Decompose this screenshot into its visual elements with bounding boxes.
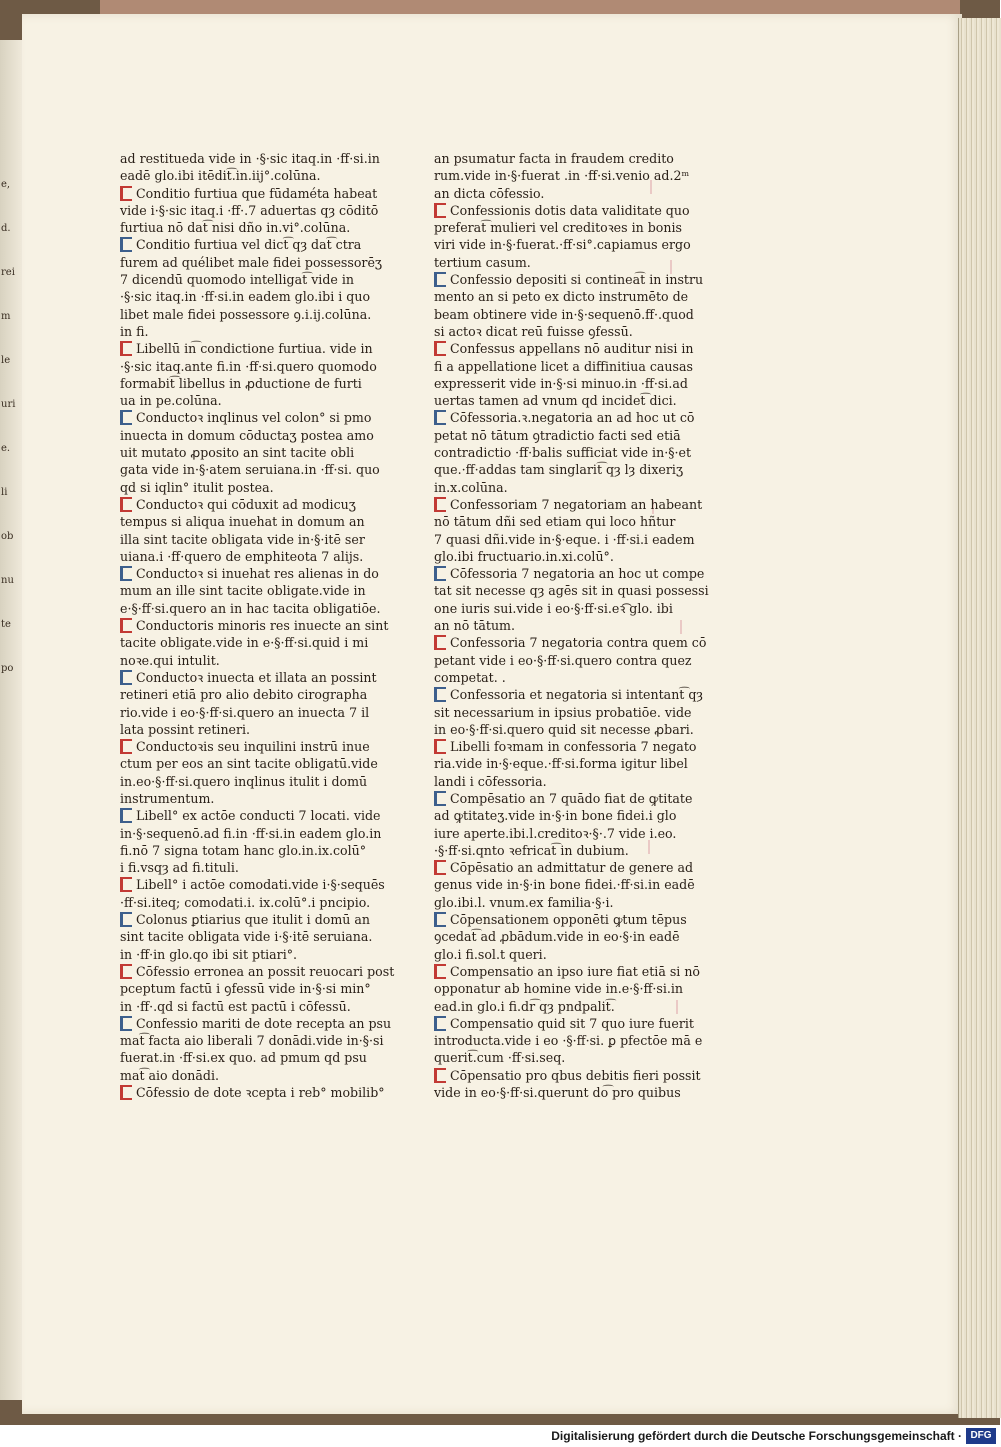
paragraph-mark-icon <box>434 497 446 512</box>
facing-page-fragment: nu <box>1 575 14 586</box>
line-text: rio.vide i eo·§·ff·si.quero an inuecta 7 il <box>120 704 370 720</box>
line-text: sit necessarium in ipsius probatiōe. vide <box>434 704 692 720</box>
line-text: tempus si aliqua inuehat in domum an <box>120 514 365 530</box>
line-text: preferat͡ mulieri vel creditoꝛes in bonis <box>434 220 682 236</box>
paragraph-mark-icon <box>434 203 446 218</box>
line-text: gata vide in·§·atem seruiana.in ·ff·si. quo <box>120 462 380 478</box>
paragraph-mark-icon <box>434 566 446 581</box>
line-text: qd si iqlin° itulit postea. <box>120 479 274 495</box>
paragraph-start-line <box>120 1084 385 1101</box>
line-text: ead.in glo.i fi.dr͡ qȝ pndpalit͡. <box>434 998 615 1014</box>
line-text: competat. . <box>434 669 506 685</box>
line-text: 7 dicendū quomodo intelligat͡ vide in <box>120 272 354 288</box>
text-line <box>120 150 380 167</box>
text-line <box>120 306 372 323</box>
line-text: Colonus ꝑtiarius que itulit i domū an <box>136 912 371 928</box>
facing-page-edge <box>0 40 23 1400</box>
paragraph-mark-icon <box>120 964 132 979</box>
text-line <box>434 392 680 409</box>
paragraph-start-line <box>120 807 381 824</box>
text-line <box>434 306 694 323</box>
text-line <box>434 288 689 305</box>
paragraph-start-line <box>434 409 695 426</box>
text-line <box>120 271 358 288</box>
line-text: mum an ille sint tacite obligate.vide in <box>120 583 366 599</box>
page-edges <box>958 18 1001 1418</box>
line-text: expresserit vide in·§·si minuo.in ·ff·si.ad <box>434 375 688 391</box>
paragraph-mark-icon <box>434 410 446 425</box>
paragraph-start-line <box>120 911 371 928</box>
facing-page-fragment: uri <box>1 399 16 410</box>
line-text: an nō tātum. <box>434 618 516 634</box>
line-text: pceptum factū i ꝯfessū vide in·§·si min° <box>120 981 371 997</box>
line-text: petant vide i eo·§·ff·si.quero contra quez <box>434 652 692 668</box>
text-line <box>120 755 378 772</box>
paragraph-start-line <box>434 859 694 876</box>
text-line <box>120 721 358 738</box>
paragraph-mark-icon <box>120 670 132 685</box>
line-text: in.x.colūna. <box>434 479 508 495</box>
text-line <box>434 150 680 167</box>
text-line <box>434 704 692 721</box>
facing-page-fragment: li <box>1 487 8 498</box>
line-text: in fi. <box>120 323 149 339</box>
text-line <box>120 773 368 790</box>
line-text: Compensatio quid sit 7 quo iure fuerit <box>450 1015 694 1031</box>
line-text: in ·ff·in glo.qo ibi sit ptiari°. <box>120 946 298 962</box>
text-line <box>120 825 382 842</box>
line-text: que.·ff·addas tam singlarit͡ qȝ lȝ dixeriʒ <box>434 462 684 478</box>
paragraph-mark-icon <box>434 912 446 927</box>
text-column-left <box>120 150 395 1101</box>
paragraph-mark-icon <box>120 186 132 201</box>
line-text: in.eo·§·ff·si.quero inqlinus itulit i domū <box>120 773 368 789</box>
line-text: Cōfessio erronea an possit reuocari post <box>136 963 395 979</box>
line-text: an psumatur facta in fraudem credito <box>434 151 674 166</box>
text-line <box>120 323 358 340</box>
line-text: Confessus appellans nō auditur nisi in <box>450 341 694 357</box>
paragraph-mark-icon <box>434 687 446 702</box>
footer-bar <box>0 1425 1000 1447</box>
text-line <box>434 1032 703 1049</box>
paragraph-start-line <box>434 1067 701 1084</box>
text-line <box>120 928 373 945</box>
text-line <box>120 894 371 911</box>
text-line <box>434 375 688 392</box>
facing-page-fragment: le <box>1 355 11 366</box>
line-text: uit mutato ꝓposito an sint tacite obli <box>120 445 355 461</box>
line-text: Cōfessoria 7 negatoria an hoc ut compe <box>450 566 705 582</box>
line-text: in·§·sequenō.ad fi.in ·ff·si.in eadem glo.in <box>120 825 382 841</box>
paragraph-start-line <box>434 202 690 219</box>
line-text: iure aperte.ibi.l.creditoꝛ·§·.7 vide i.eo. <box>434 825 677 841</box>
text-line <box>120 686 368 703</box>
paragraph-start-line <box>120 340 373 357</box>
line-text: querit͡.cum ·ff·si.seq. <box>434 1050 566 1066</box>
paragraph-mark-icon <box>120 877 132 892</box>
text-line <box>434 358 693 375</box>
paragraph-mark-icon <box>434 1016 446 1031</box>
text-line <box>434 548 680 565</box>
text-line <box>120 980 371 997</box>
funding-note: Digitalisierung gefördert durch die Deutsche Forschungsgemeinschaft · <box>551 1429 962 1443</box>
line-text: Cōpensationem opponēti ꝙtum tēpus <box>450 912 687 928</box>
paragraph-mark-icon <box>434 635 446 650</box>
line-text: beam obtinere vide in·§·sequenō.ff·.quod <box>434 306 694 322</box>
paragraph-mark-icon <box>120 497 132 512</box>
paragraph-mark-icon <box>120 912 132 927</box>
text-line <box>434 894 680 911</box>
text-line <box>434 236 691 253</box>
paragraph-mark-icon <box>120 1016 132 1031</box>
line-text: one iuris sui.vide i eo·§·ff·si.eꝛ͡ glo. ibi <box>434 600 673 616</box>
facing-page-fragment: te <box>1 619 11 630</box>
line-text: mat͡ facta aio liberali 7 donādi.vide in·§·si <box>120 1033 384 1049</box>
text-line <box>434 825 680 842</box>
text-line <box>120 600 381 617</box>
text-line <box>434 582 709 599</box>
facing-page-fragment: e, <box>1 179 11 190</box>
line-text: Libelli foꝛmam in confessoria 7 negato <box>450 739 697 755</box>
paragraph-mark-icon <box>434 1068 446 1083</box>
text-line <box>120 582 366 599</box>
line-text: Compensatio an ipso iure fiat etiā si nō <box>450 963 701 979</box>
text-line <box>120 548 364 565</box>
paragraph-start-line <box>120 1015 392 1032</box>
line-text: lata possint retineri. <box>120 721 251 737</box>
line-text: tertium casum. <box>434 254 531 270</box>
paragraph-mark-icon <box>120 566 132 581</box>
line-text: petat nō tātum ꝯtradictio facti sed etiā <box>434 427 681 443</box>
line-text: genus vide in·§·in bone fidei.·ff·si.in eadē <box>434 877 695 893</box>
paragraph-mark-icon <box>434 272 446 287</box>
text-line <box>120 479 358 496</box>
line-text: Conductoꝛ inqlinus vel colon° si pmo <box>136 410 372 426</box>
line-text: furtiua nō dat͡ nisi dño in.vi°.colūna. <box>120 220 351 236</box>
paragraph-start-line <box>434 686 703 703</box>
paragraph-mark-icon <box>434 964 446 979</box>
line-text: contradictio ·ff·balis sufficiat vide in·§·et <box>434 445 692 461</box>
paragraph-start-line <box>120 876 385 893</box>
line-text: fuerat.in ·ff·si.ex quo. ad pmum qd psu <box>120 1050 367 1066</box>
line-text: i fi.vsqȝ ad fi.tituli. <box>120 860 239 876</box>
paragraph-start-line <box>120 738 370 755</box>
line-text: Libellū in͡ condictione furtiua. vide in <box>136 341 373 357</box>
text-line <box>434 980 684 997</box>
paragraph-start-line <box>120 669 377 686</box>
line-text: ·ff·si.iteq; comodati.i. ix.colū°.i pncipio. <box>120 894 371 910</box>
line-text: si actoꝛ dicat reū fuisse ꝯfessū. <box>434 323 633 339</box>
text-line <box>434 946 680 963</box>
line-text: Confessio mariti de dote recepta an psu <box>136 1015 392 1031</box>
text-line <box>434 669 680 686</box>
line-text: tacite obligate.vide in e·§·ff·si.quid i mi <box>120 635 369 651</box>
paragraph-mark-icon <box>120 739 132 754</box>
text-line <box>434 842 680 859</box>
paragraph-start-line <box>434 963 701 980</box>
text-line <box>120 531 365 548</box>
line-text: Libell° i actōe comodati.vide i·§·sequēs <box>136 877 385 893</box>
line-text: Conductoꝛ qui cōduxit ad modicuʒ <box>136 496 356 512</box>
paragraph-start-line <box>434 634 707 651</box>
line-text: instrumentum. <box>120 790 215 806</box>
text-line <box>434 807 680 824</box>
text-line <box>434 323 680 340</box>
line-text: introducta.vide i eo ·§·ff·si. ꝑ pfectōe mā e <box>434 1033 703 1049</box>
line-text: Compēsatio an 7 quādo fiat de ꝙtitate <box>450 790 693 806</box>
paragraph-start-line <box>434 790 693 807</box>
line-text: vide in eo·§·ff·si.querunt do͡ pro quibus <box>434 1085 681 1101</box>
line-text: Cōpēsatio an admittatur de genere ad <box>450 860 694 876</box>
line-text: glo.ibi.l. vnum.ex familia·§·i. <box>434 894 614 910</box>
line-text: mat͡ aio donādi. <box>120 1067 219 1083</box>
line-text: in ·ff·.qd si factū est pactū i cōfessū. <box>120 998 351 1014</box>
line-text: fi a appellatione licet a diffinitiua causas <box>434 358 693 374</box>
text-line <box>120 998 358 1015</box>
paragraph-start-line <box>120 236 362 253</box>
line-text: inuecta in domum cōductaʒ postea amo <box>120 427 374 443</box>
text-line <box>120 167 358 184</box>
paragraph-start-line <box>120 617 389 634</box>
line-text: eadē glo.ibi itēdit͡.in.iij°.colūna. <box>120 168 321 184</box>
line-text: ad restitueda vide in ·§·sic itaq.in ·ff·si.in <box>120 151 380 166</box>
text-line <box>434 928 680 945</box>
paragraph-start-line <box>434 1015 694 1032</box>
text-line <box>434 652 692 669</box>
line-text: Confessoria et negatoria si intentant͡ qȝ <box>450 687 703 703</box>
line-text: Confessoriam 7 negatoriam an habeant <box>450 496 703 512</box>
paragraph-mark-icon <box>434 860 446 875</box>
line-text: uertas tamen ad vnum qd incidet͡ dici. <box>434 393 677 409</box>
text-line <box>434 531 695 548</box>
paragraph-start-line <box>120 496 358 513</box>
line-text: ꝯcedat͡ ad ꝓbādum.vide in eo·§·in eadē <box>434 929 680 945</box>
line-text: ·§·sic itaq.ante fi.in ·ff·si.quero quomodo <box>120 358 377 374</box>
text-line <box>434 254 680 271</box>
paragraph-start-line <box>434 271 704 288</box>
text-line <box>434 513 680 530</box>
paragraph-start-line <box>120 963 395 980</box>
line-text: vide i·§·sic itaq.i ·ff·.7 aduertas qȝ cōditō <box>120 202 379 218</box>
line-text: e·§·ff·si.quero an in hac tacita obligatiōe. <box>120 600 381 616</box>
text-line <box>434 1084 680 1101</box>
line-text: furem ad quélibet male fidei possessorēʒ <box>120 254 383 270</box>
text-line <box>120 859 358 876</box>
text-line <box>120 358 377 375</box>
line-text: opponatur ab homine vide in.e·§·ff·si.in <box>434 981 684 997</box>
line-text: an dicta cōfessio. <box>434 185 545 201</box>
text-line <box>434 461 684 478</box>
text-line <box>120 461 380 478</box>
text-line <box>434 755 688 772</box>
paragraph-start-line <box>120 565 379 582</box>
text-line <box>120 704 370 721</box>
text-line <box>120 427 374 444</box>
line-text: uiana.i ·ff·quero de emphiteota 7 alijs. <box>120 548 364 564</box>
paragraph-mark-icon <box>434 341 446 356</box>
line-text: Conductoris minoris res inuecte an sint <box>136 618 389 634</box>
line-text: fi.nō 7 signa totam hanc glo.in.ix.colū° <box>120 842 367 858</box>
facing-page-fragment: po <box>1 663 14 674</box>
paragraph-mark-icon <box>434 739 446 754</box>
line-text: ·§·sic itaq.in ·ff·si.in eadem glo.ibi i quo <box>120 289 371 305</box>
text-line <box>434 185 680 202</box>
text-line <box>120 1049 367 1066</box>
text-line <box>434 617 680 634</box>
line-text: Confessionis dotis data validitate quo <box>450 202 690 218</box>
text-line <box>120 288 371 305</box>
text-line <box>434 427 680 444</box>
paragraph-start-line <box>434 340 694 357</box>
line-text: ria.vide in·§·eque.·ff·si.forma igitur libel <box>434 756 688 772</box>
line-text: ad ꝙtitateʒ.vide in·§·in bone fidei.i glo <box>434 808 677 824</box>
paragraph-start-line <box>434 565 705 582</box>
facing-page-fragment: rei <box>1 267 15 278</box>
line-text: nō tātum dñi sed etiam qui loco hñtur <box>434 514 676 530</box>
line-text: in eo·§·ff·si.quero quid sit necesse ꝓbari. <box>434 721 694 737</box>
paragraph-start-line <box>120 185 378 202</box>
line-text: Cōpensatio pro qbus debitis fieri possit <box>450 1067 701 1083</box>
text-line <box>120 219 358 236</box>
paragraph-mark-icon <box>120 341 132 356</box>
dfg-logo: DFG <box>966 1428 996 1444</box>
text-line <box>120 652 358 669</box>
text-line <box>120 444 358 461</box>
text-line <box>120 513 365 530</box>
paragraph-start-line <box>120 409 372 426</box>
text-line <box>434 167 690 184</box>
text-line <box>434 444 692 461</box>
line-text: libet male fidei possessore ꝯ.i.ij.colūna. <box>120 306 372 322</box>
facing-page-fragment: d. <box>1 223 11 234</box>
line-text: viri vide in·§·fuerat.·ff·si°.capiamus ergo <box>434 237 691 253</box>
text-line <box>434 479 680 496</box>
line-text: Libell° ex actōe conducti 7 locati. vide <box>136 808 381 824</box>
line-text: landi i cōfessoria. <box>434 773 547 789</box>
line-text: glo.ibi fructuario.in.xi.colū°. <box>434 548 614 564</box>
line-text: sint tacite obligata vide i·§·itē seruiana. <box>120 929 373 945</box>
line-text: Confessoria 7 negatoria contra quem cō <box>450 635 707 651</box>
text-line <box>120 254 383 271</box>
paragraph-start-line <box>434 911 687 928</box>
text-line <box>120 790 358 807</box>
text-line <box>434 219 680 236</box>
facing-page-fragment: m <box>1 311 11 322</box>
line-text: ·§·ff·si.qnto ꝛefricat͡ in dubium. <box>434 842 629 858</box>
line-text: Cōfessio de dote ꝛcepta i reb° mobilib° <box>136 1085 385 1101</box>
text-column-right <box>434 150 709 1101</box>
paragraph-mark-icon <box>120 1085 132 1100</box>
line-text: ctum per eos an sint tacite obligatū.vide <box>120 756 378 772</box>
line-text: Conditio furtiua vel dict͡ qȝ dat͡ ctra <box>136 237 362 253</box>
paragraph-mark-icon <box>120 410 132 425</box>
text-line <box>434 1049 680 1066</box>
text-line <box>120 392 358 409</box>
text-line <box>120 1067 358 1084</box>
line-text: rum.vide in·§·fuerat .in ·ff·si.venio ad.2ᵐ <box>434 168 690 184</box>
text-line <box>120 842 367 859</box>
facing-page-fragment: e. <box>1 443 11 454</box>
paragraph-mark-icon <box>120 808 132 823</box>
line-text: glo.i fi.sol.t queri. <box>434 946 547 962</box>
line-text: noꝛe.qui intulit. <box>120 652 220 668</box>
line-text: 7 quasi dñi.vide in·§·eque. i ·ff·si.i eadem <box>434 531 695 547</box>
paragraph-mark-icon <box>434 791 446 806</box>
facing-page-fragment: ob <box>1 531 14 542</box>
text-line <box>434 600 680 617</box>
text-line <box>434 998 680 1015</box>
line-text: ua in pe.colūna. <box>120 393 222 409</box>
line-text: Confessio depositi si continea͡t in instru <box>450 272 704 288</box>
paragraph-start-line <box>434 496 703 513</box>
text-line <box>434 773 680 790</box>
line-text: formabit͡ libellus in ꝓductione de furti <box>120 375 362 391</box>
text-line <box>120 634 369 651</box>
line-text: Conductoꝛ si inuehat res alienas in do <box>136 566 379 582</box>
text-line <box>120 202 379 219</box>
paragraph-mark-icon <box>120 237 132 252</box>
line-text: Conditio furtiua que fūdaméta habeat <box>136 185 378 201</box>
text-line <box>434 876 695 893</box>
paragraph-mark-icon <box>120 618 132 633</box>
text-line <box>120 1032 384 1049</box>
line-text: Cōfessoria.ꝛ.negatoria an ad hoc ut cō <box>450 410 695 426</box>
line-text: Conductoꝛ inuecta et illata an possint <box>136 669 377 685</box>
text-line <box>434 721 694 738</box>
text-line <box>120 375 362 392</box>
line-text: tat sit necesse qȝ agēs sit in quasi possessi <box>434 583 709 599</box>
text-line <box>120 946 358 963</box>
line-text: mento an si peto ex dicto instrumēto de <box>434 289 689 305</box>
paragraph-start-line <box>434 738 697 755</box>
line-text: Conductoꝛis seu inquilini instrū inue <box>136 739 370 755</box>
line-text: illa sint tacite obligata vide in·§·itē ser <box>120 531 365 547</box>
line-text: retineri etiā pro alio debito cirographa <box>120 687 368 703</box>
